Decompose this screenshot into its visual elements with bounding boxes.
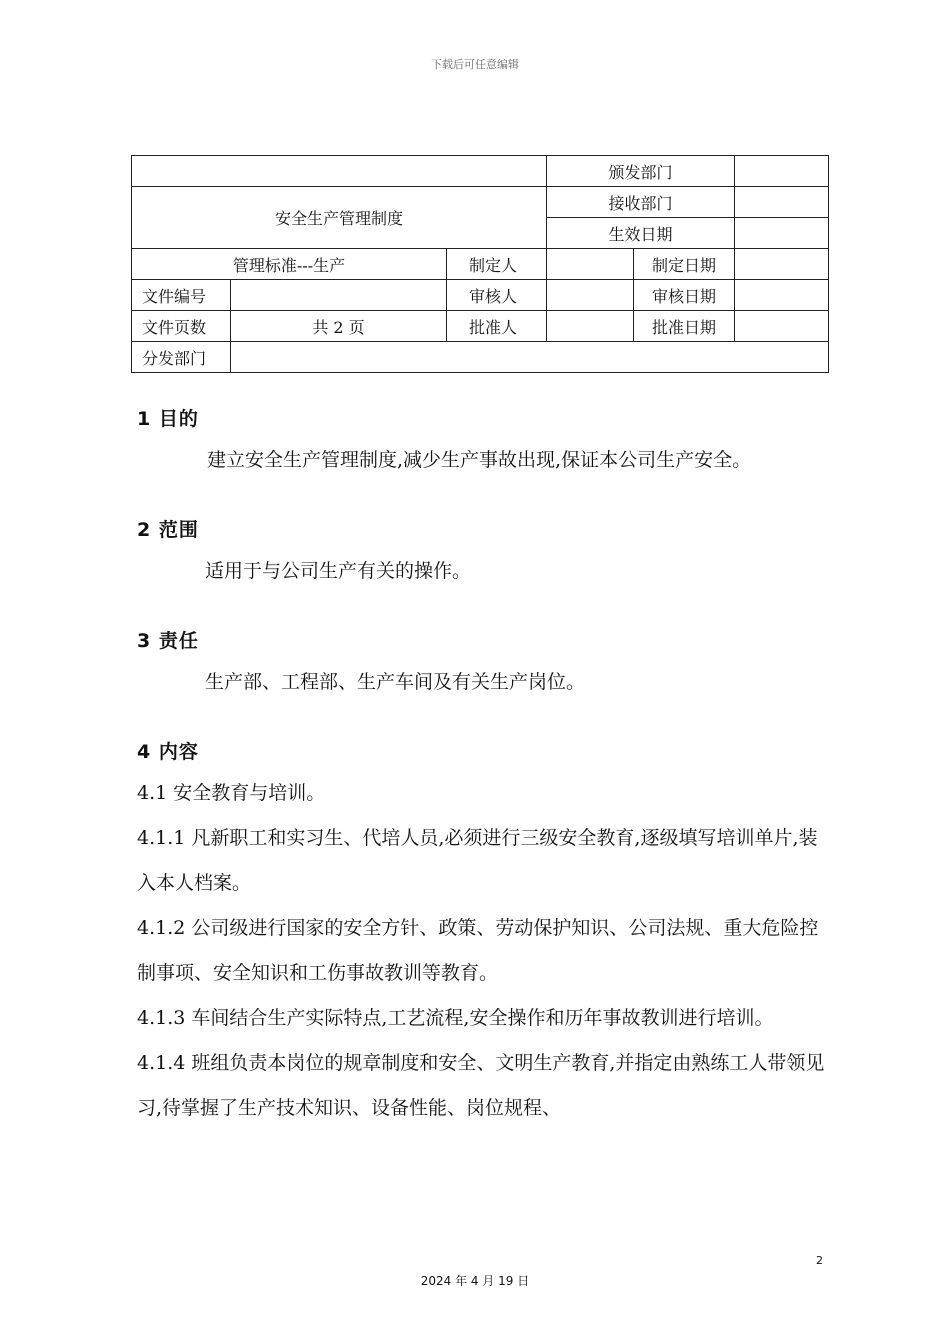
section-title-content: 4 内容 (137, 741, 199, 763)
author-value (547, 249, 634, 280)
document-title: 安全生产管理制度 (132, 187, 547, 249)
receive-dept-value (735, 187, 829, 218)
author-date-label: 制定日期 (634, 249, 735, 280)
paragraph: 4.1.4 班组负责本岗位的规章制度和安全、文明生产教育,并指定由熟练工人带领见习,待掌握了生产技术知识、设备性能、岗位规程、 (137, 1052, 825, 1119)
receive-dept-label: 接收部门 (547, 187, 735, 218)
document-body (137, 400, 827, 1131)
standard-category: 管理标准---生产 (132, 249, 447, 280)
reviewer-value (547, 280, 634, 311)
approver-label: 批准人 (447, 311, 547, 342)
paragraph: 生产部、工程部、生产车间及有关生产岗位。 (205, 671, 586, 693)
header-note: 下载后可任意编辑 (431, 58, 519, 71)
author-label: 制定人 (447, 249, 547, 280)
file-no-label: 文件编号 (132, 280, 231, 311)
section-title-scope: 2 范围 (137, 519, 199, 541)
paragraph: 4.1.2 公司级进行国家的安全方针、政策、劳动保护知识、公司法规、重大危险控制事项、安全知识和工伤事故教训等教育。 (137, 917, 819, 984)
paragraph: 4.1.3 车间结合生产实际特点,工艺流程,安全操作和历年事故教训进行培训。 (137, 1007, 774, 1029)
section-title-responsibility: 3 责任 (137, 630, 199, 652)
review-date-value (735, 280, 829, 311)
effective-date-label: 生效日期 (547, 218, 735, 249)
approver-value (547, 311, 634, 342)
page-count-label: 文件页数 (132, 311, 231, 342)
page-count-value: 共 2 页 (231, 311, 447, 342)
issue-dept-value (735, 156, 829, 187)
approve-date-value (735, 311, 829, 342)
distribute-value (231, 342, 829, 373)
paragraph: 适用于与公司生产有关的操作。 (205, 560, 472, 582)
table-blank-cell (132, 156, 547, 187)
document-info-table (131, 155, 829, 373)
issue-dept-label: 颁发部门 (547, 156, 735, 187)
reviewer-label: 审核人 (447, 280, 547, 311)
section-title-purpose: 1 目的 (137, 408, 199, 430)
file-no-value (231, 280, 447, 311)
author-date-value (735, 249, 829, 280)
review-date-label: 审核日期 (634, 280, 735, 311)
footer-date: 2024 年 4 月 19 日 (420, 1274, 530, 1288)
effective-date-value (735, 218, 829, 249)
distribute-label: 分发部门 (132, 342, 231, 373)
approve-date-label: 批准日期 (634, 311, 735, 342)
page-number: 2 (816, 1254, 823, 1267)
paragraph: 4.1 安全教育与培训。 (137, 782, 326, 804)
paragraph: 4.1.1 凡新职工和实习生、代培人员,必须进行三级安全教育,逐级填写培训单片,装入本人档案。 (137, 827, 818, 894)
paragraph: 建立安全生产管理制度,减少生产事故出现,保证本公司生产安全。 (207, 449, 752, 471)
